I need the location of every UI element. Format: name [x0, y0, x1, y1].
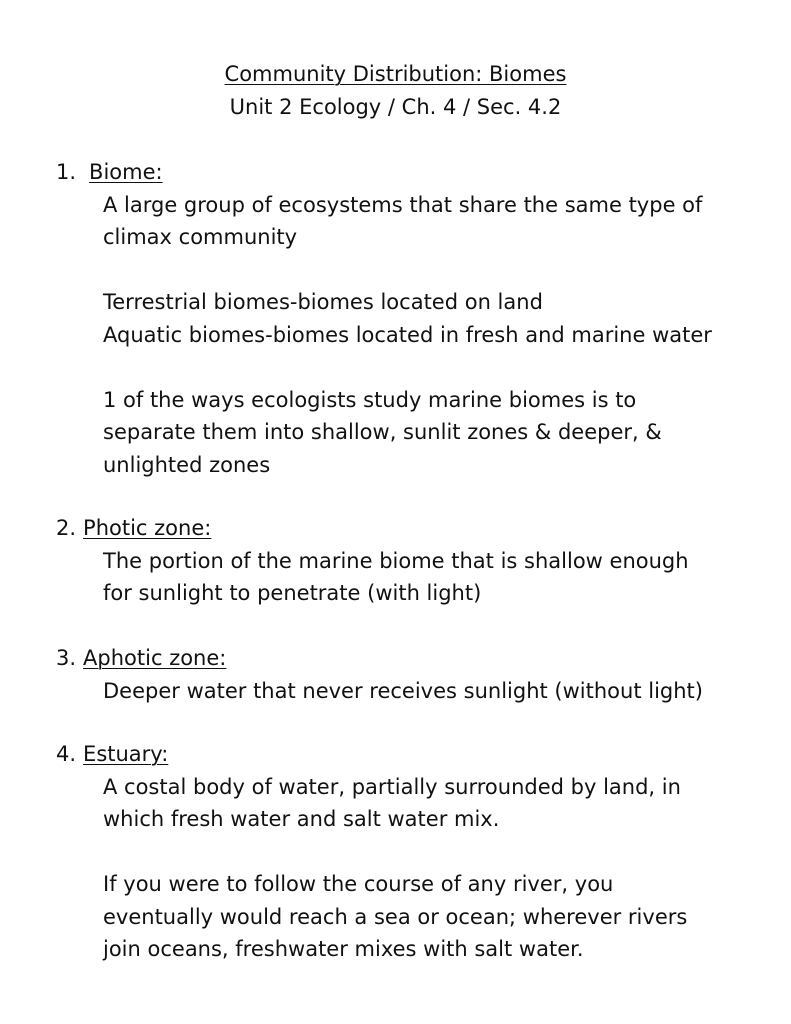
text-line: Terrestrial biomes-biomes located on land	[103, 290, 543, 314]
text-line: Aquatic biomes-biomes located in fresh and marine water	[103, 322, 712, 347]
text-line: Deeper water that never receives sunlight (without light)	[103, 678, 703, 703]
term-label: Biome:	[89, 160, 163, 184]
text-line: eventually would reach a sea or ocean; wherever rivers	[103, 904, 688, 929]
definition-item-aphotic-zone	[56, 642, 756, 707]
definition-heading	[56, 642, 756, 675]
text-line: A costal body of water, partially surrounded by land, in	[103, 774, 681, 799]
text-line: The portion of the marine biome that is shallow enough	[103, 548, 689, 573]
definition-heading	[56, 512, 756, 545]
text-line: join oceans, freshwater mixes with salt water.	[103, 937, 584, 961]
definition-heading	[56, 738, 756, 771]
text-line: If you were to follow the course of any river, you	[103, 872, 614, 896]
item-number: 2.	[56, 516, 77, 540]
document-title: Community Distribution: Biomes	[224, 62, 567, 86]
definition-paragraph	[56, 545, 763, 610]
definition-paragraph	[56, 771, 763, 836]
definition-paragraph	[56, 868, 763, 966]
document-subtitle: Unit 2 Ecology / Ch. 4 / Sec. 4.2	[229, 94, 562, 119]
text-line: for sunlight to penetrate (with light)	[103, 581, 482, 605]
text-line: A large group of ecosystems that share the same type of	[103, 192, 703, 217]
definition-paragraph	[56, 189, 763, 254]
item-number: 4.	[56, 742, 77, 766]
term-label: Photic zone:	[83, 516, 212, 540]
definition-paragraph	[56, 675, 763, 708]
text-line: unlighted zones	[103, 452, 271, 477]
definition-item-estuary	[56, 738, 756, 966]
item-number: 1.	[56, 160, 77, 184]
text-line: climax community	[103, 225, 298, 249]
item-number: 3.	[56, 646, 77, 670]
text-line: which fresh water and salt water mix.	[103, 807, 500, 831]
definition-item-biome	[56, 156, 756, 481]
term-label: Aphotic zone:	[83, 646, 227, 670]
definition-paragraph	[56, 384, 763, 482]
definition-item-photic-zone	[56, 512, 756, 610]
term-label: Estuary:	[83, 742, 169, 766]
text-line: 1 of the ways ecologists study marine biomes is to	[103, 387, 637, 412]
text-line: separate them into shallow, sunlit zones & deeper, &	[103, 420, 662, 444]
definition-heading	[56, 156, 756, 189]
definition-paragraph	[56, 286, 763, 351]
document-header	[0, 58, 791, 123]
